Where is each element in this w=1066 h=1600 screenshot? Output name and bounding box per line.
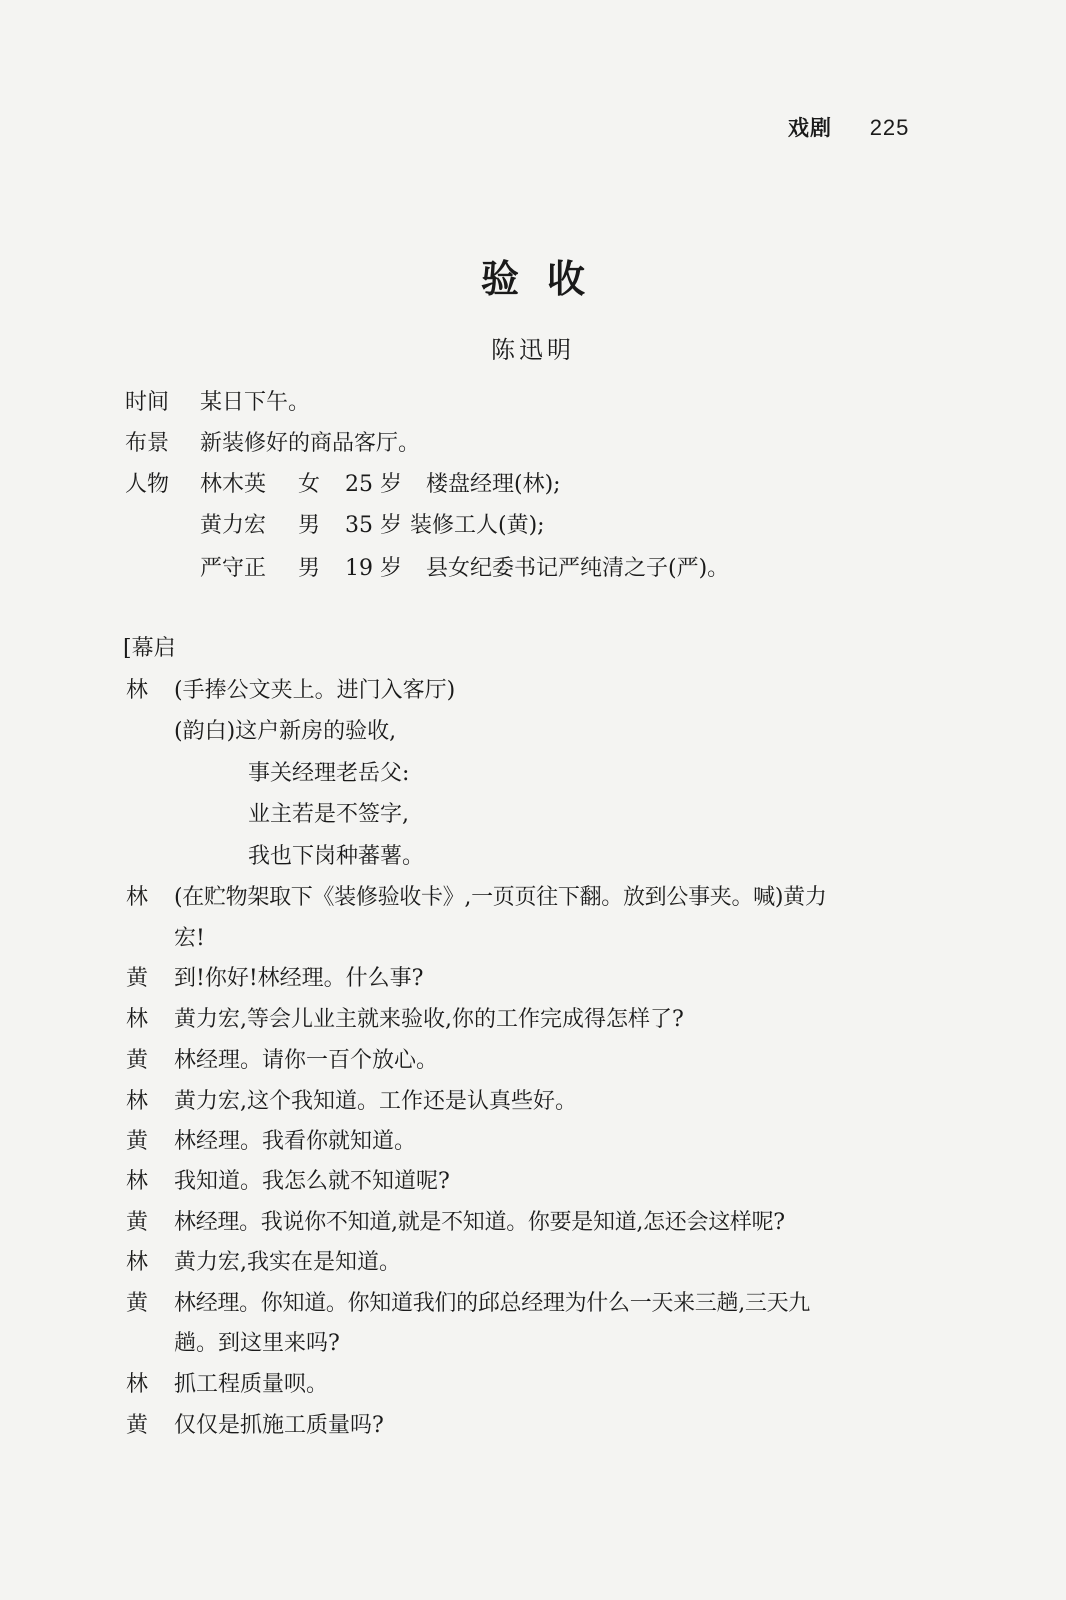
dialogue-text: 黄力宏,我实在是知道。 [174,1250,401,1275]
speaker-label: 林 [126,1372,149,1397]
speaker-label: 林 [126,1169,149,1194]
speaker-label: 林 [126,1250,149,1275]
character-desc: 县女纪委书记严纯清之子(严)。 [426,556,730,581]
section-title: 戏剧 [788,116,832,140]
speaker-label: 黄 [126,1413,149,1438]
dialogue-text: 抓工程质量呗。 [174,1372,329,1397]
character-gender: 女 [298,472,321,497]
verse-line: 事关经理老岳父: [248,761,410,786]
dialogue-text: 黄力宏,等会儿业主就来验收,你的工作完成得怎样了? [174,1007,684,1032]
speaker-label: 林 [126,1007,149,1032]
play-title: 验收 [480,256,613,301]
character-name: 黄力宏 [200,513,267,538]
character-name: 林木英 [200,472,267,497]
character-age: 25 岁 [345,472,402,497]
dialogue-text: 仅仅是抓施工质量吗? [174,1413,384,1438]
verse-line: 我也下岗种蕃薯。 [248,844,425,869]
verse-line: (韵白)这户新房的验收, [174,719,397,744]
dialogue-text: 林经理。我看你就知道。 [174,1129,417,1154]
speaker-label: 黄 [126,1291,149,1316]
character-name: 严守正 [200,556,267,581]
speaker-label: 林 [126,678,149,703]
author-name: 陈迅明 [491,336,575,364]
verse-line: 业主若是不签字, [248,802,409,827]
character-age: 35 岁 [345,513,402,538]
dialogue-text: (在贮物架取下《装修验收卡》,一页页往下翻。放到公事夹。喊)黄力 [174,885,827,910]
stage-direction: (手捧公文夹上。进门入客厅) [174,678,456,703]
dialogue-text: 宏! [174,926,205,951]
page-number: 225 [869,115,910,140]
dialogue-text: 到!你好!林经理。什么事? [174,966,424,991]
speaker-label: 林 [126,885,149,910]
character-desc: 装修工人(黄); [410,513,545,538]
character-desc: 楼盘经理(林); [426,472,561,497]
character-gender: 男 [298,513,321,538]
speaker-label: 黄 [126,1210,149,1235]
dialogue-text: 我知道。我怎么就不知道呢? [174,1169,450,1194]
dialogue-text: 黄力宏,这个我知道。工作还是认真些好。 [174,1089,577,1114]
running-header [788,112,909,142]
time-label: 时间 [125,390,170,415]
characters-label: 人物 [125,472,170,497]
speaker-label: 黄 [126,1129,149,1154]
dialogue-text: 林经理。你知道。你知道我们的邱总经理为什么一天来三趟,三天九 [174,1291,810,1316]
stage-direction-curtain: [幕启 [123,636,176,661]
character-gender: 男 [298,556,321,581]
time-text: 某日下午。 [200,390,311,415]
dialogue-text: 林经理。请你一百个放心。 [174,1048,439,1073]
scene-text: 新装修好的商品客厅。 [200,431,421,456]
speaker-label: 黄 [126,1048,149,1073]
dialogue-text: 林经理。我说你不知道,就是不知道。你要是知道,怎还会这样呢? [174,1210,785,1235]
scene-label: 布景 [125,431,170,456]
speaker-label: 林 [126,1089,149,1114]
speaker-label: 黄 [126,966,149,991]
character-age: 19 岁 [345,556,402,581]
dialogue-text: 趟。到这里来吗? [174,1331,340,1356]
